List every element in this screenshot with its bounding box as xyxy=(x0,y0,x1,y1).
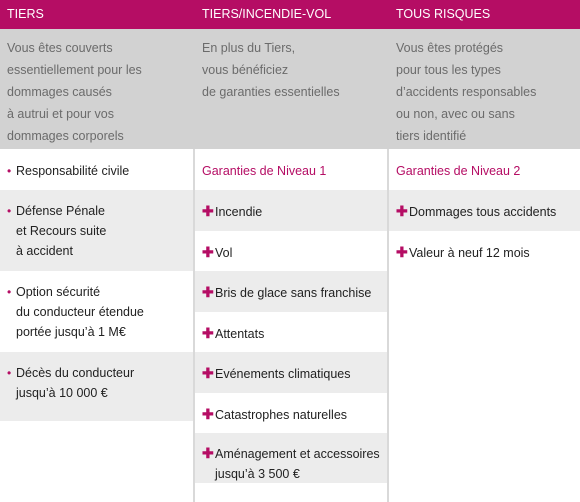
column-tous-risques xyxy=(389,0,580,502)
list-item-label: Catastrophes naturelles xyxy=(215,407,348,422)
list-item xyxy=(0,190,193,271)
plus-icon: ✚ xyxy=(202,445,214,461)
list-item xyxy=(0,149,193,190)
plus-icon: ✚ xyxy=(202,365,214,381)
list-item-label: Incendie xyxy=(215,205,263,219)
column-description: Vous êtes couverts essentiellement pour les dommages causés à autrui et pour vos dommages corporels xyxy=(0,29,193,149)
column-description: Vous êtes protégés pour tous les types d’accidents responsables ou non, avec ou sans tiers identifié xyxy=(389,29,580,149)
list-item xyxy=(195,352,387,393)
plus-icon: ✚ xyxy=(202,324,214,341)
list-item xyxy=(195,312,387,353)
bullet-icon: • xyxy=(7,204,12,218)
list-item xyxy=(0,271,193,352)
list-item-label: Evénements climatiques xyxy=(215,367,351,381)
list-item-label: Décès du conducteur jusqu’à 10 000 € xyxy=(16,366,135,400)
list-item-label: Valeur à neuf 12 mois xyxy=(409,245,530,260)
list-item xyxy=(389,231,580,272)
plus-icon: ✚ xyxy=(396,243,408,260)
list-item xyxy=(195,231,387,272)
plus-icon: ✚ xyxy=(202,284,214,300)
bullet-icon: • xyxy=(7,164,12,178)
column-description: En plus du Tiers, vous bénéficiez de garanties essentielles xyxy=(193,29,389,149)
bullet-icon: • xyxy=(7,366,12,380)
level-label: Garanties de Niveau 2 xyxy=(396,164,521,178)
list-item xyxy=(195,393,387,434)
plus-icon: ✚ xyxy=(202,405,214,422)
list-item xyxy=(0,352,193,421)
plus-icon: ✚ xyxy=(396,203,408,219)
level-heading xyxy=(389,149,580,190)
list-item-label: Dommages tous accidents xyxy=(409,205,557,219)
list-item-label: Option sécurité du conducteur étendue portée jusqu’à 1 M€ xyxy=(16,285,144,339)
bullet-icon: • xyxy=(7,285,12,299)
list-item xyxy=(195,190,387,231)
list-item xyxy=(195,271,387,312)
list-item xyxy=(389,190,580,231)
column-header: TIERS xyxy=(0,0,193,29)
column-header: TOUS RISQUES xyxy=(389,0,580,29)
list-item xyxy=(195,433,387,483)
column-tiers xyxy=(0,0,193,502)
plus-icon: ✚ xyxy=(202,243,214,260)
level-heading xyxy=(195,149,387,190)
column-header: TIERS/INCENDIE-VOL xyxy=(193,0,389,29)
list-item-label: Attentats xyxy=(215,326,265,341)
list-item-label: Vol xyxy=(215,245,233,260)
column-tiers-incendie-vol xyxy=(193,0,389,502)
list-item-label: Responsabilité civile xyxy=(16,164,130,178)
list-item-label: Bris de glace sans franchise xyxy=(215,286,372,300)
list-item-label: Défense Pénale et Recours suite à accident xyxy=(16,204,107,258)
level-label: Garanties de Niveau 1 xyxy=(202,164,327,178)
list-item-label: Aménagement et accessoires jusqu’à 3 500 € xyxy=(215,447,380,481)
plus-icon: ✚ xyxy=(202,203,214,219)
